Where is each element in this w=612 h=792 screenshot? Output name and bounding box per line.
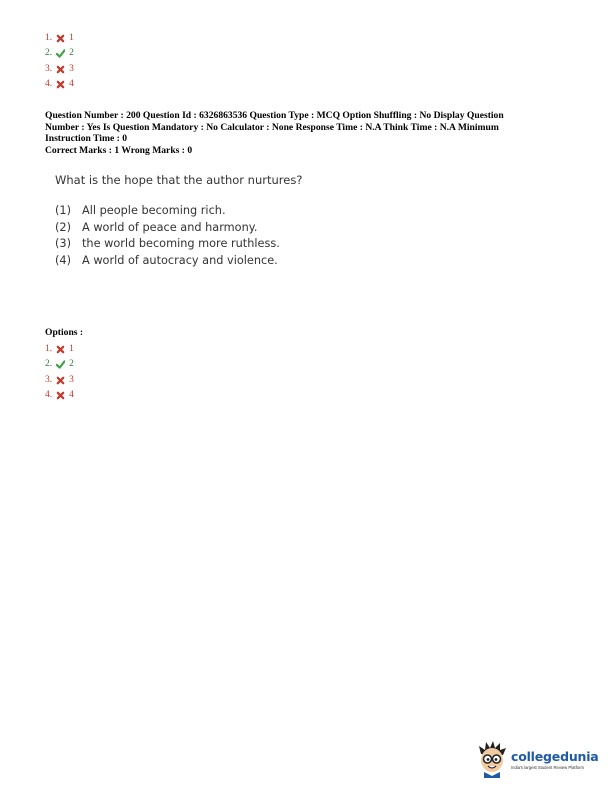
choice-item xyxy=(55,220,535,237)
check-icon xyxy=(56,360,65,369)
cross-icon xyxy=(56,376,65,385)
option-item xyxy=(45,77,74,92)
option-number: 4. xyxy=(45,389,53,400)
option-value: 4 xyxy=(69,389,74,400)
cross-icon xyxy=(56,345,65,354)
option-item xyxy=(45,388,74,403)
choice-number: (2) xyxy=(55,220,72,234)
choice-item xyxy=(55,236,535,253)
mascot-icon xyxy=(476,740,508,778)
brand-tagline: India's largest Student Review Platform xyxy=(511,764,584,770)
option-number: 1. xyxy=(45,33,53,43)
option-value: 2 xyxy=(69,48,74,59)
cross-icon xyxy=(56,34,65,43)
option-item xyxy=(45,357,74,372)
metadata-line: Question Number : 200 Question Id : 6326863536 Question Type : MCQ Option Shuffling : No Display Question xyxy=(45,110,504,121)
option-value: 2 xyxy=(69,359,74,370)
option-item xyxy=(45,46,74,61)
choice-text: A world of peace and harmony. xyxy=(82,220,258,234)
option-number: 1. xyxy=(45,344,53,354)
option-value: 1 xyxy=(69,344,74,354)
option-number: 3. xyxy=(45,63,53,74)
brand-name: collegedunia xyxy=(511,748,599,764)
question-text: What is the hope that the author nurtures? xyxy=(55,173,303,187)
choice-text: All people becoming rich. xyxy=(82,204,226,217)
collegedunia-logo xyxy=(476,739,606,779)
metadata-line: Instruction Time : 0 xyxy=(45,133,127,145)
choice-text: A world of autocracy and violence. xyxy=(82,253,278,267)
option-number: 2. xyxy=(45,359,53,370)
option-value: 3 xyxy=(69,374,74,385)
question-metadata xyxy=(45,110,565,156)
options-heading: Options : xyxy=(45,327,84,338)
metadata-line: Number : Yes Is Question Mandatory : No Calculator : None Response Time : N.A Think Time : N.A Minimum xyxy=(45,121,499,133)
cross-icon xyxy=(56,80,65,89)
choice-item xyxy=(55,203,535,220)
question-block xyxy=(55,173,535,269)
option-item xyxy=(45,62,74,77)
choice-item xyxy=(55,253,535,270)
option-value: 4 xyxy=(69,78,74,89)
top-options-list xyxy=(45,31,74,92)
option-value: 3 xyxy=(69,63,74,74)
option-number: 2. xyxy=(45,48,53,59)
cross-icon xyxy=(56,65,65,74)
option-item xyxy=(45,31,74,46)
choice-number: (3) xyxy=(55,237,72,251)
question-choices xyxy=(55,203,535,269)
option-value: 1 xyxy=(69,33,74,43)
option-item xyxy=(45,342,74,357)
check-icon xyxy=(56,49,65,58)
cross-icon xyxy=(56,391,65,400)
option-item xyxy=(45,373,74,388)
logo-text xyxy=(511,749,599,770)
option-number: 3. xyxy=(45,374,53,385)
choice-number: (1) xyxy=(55,204,72,217)
choice-text: the world becoming more ruthless. xyxy=(82,237,280,251)
option-number: 4. xyxy=(45,78,53,89)
bottom-options-list xyxy=(45,342,74,403)
choice-number: (4) xyxy=(55,253,72,267)
marks-line: Correct Marks : 1 Wrong Marks : 0 xyxy=(45,144,193,156)
